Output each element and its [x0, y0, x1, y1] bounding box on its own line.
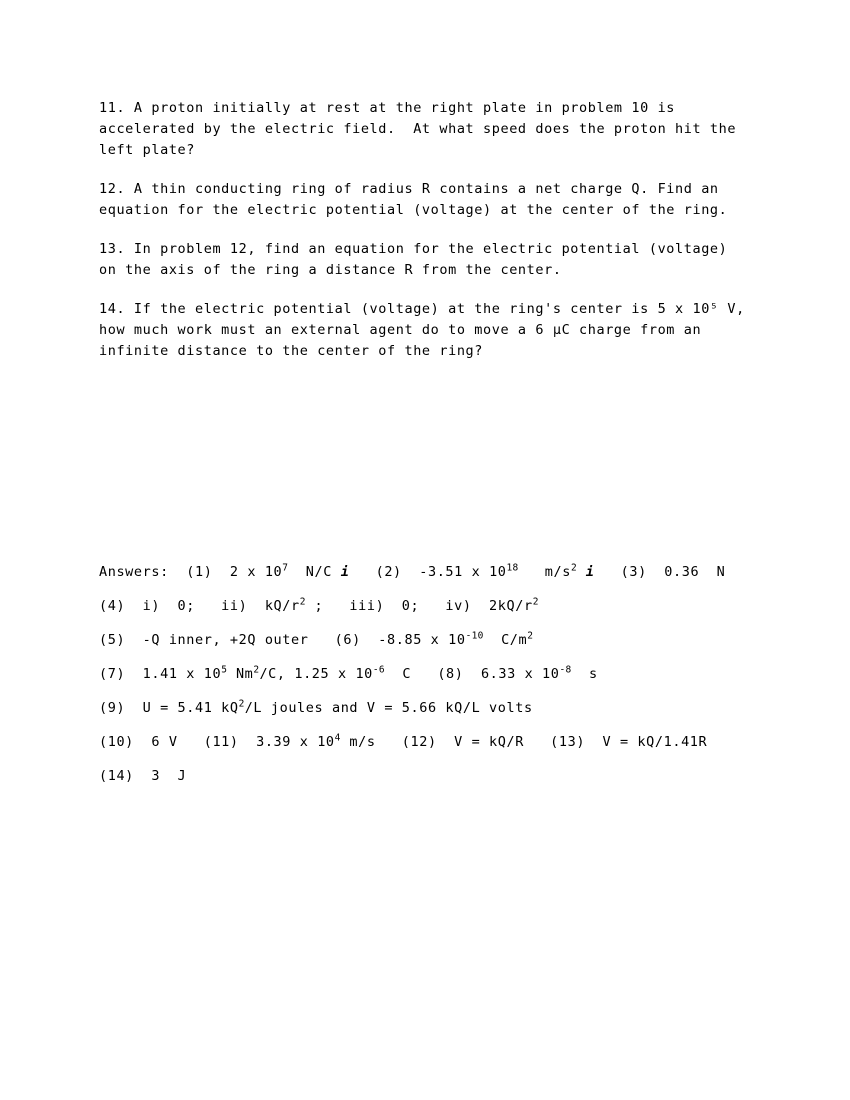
answers-line-4: (7) 1.41 x $10^5$ Nm$^2$/C, 1.25 x $10^{-6}$ C (8) 6.33 x $10^{-8}$ s [99, 664, 598, 682]
answers-line-6: (10) 6 V (11) 3.39 x $10^4$ m/s (12) V = kQ/R (13) V = kQ/1.41R [99, 732, 708, 750]
answers-section [99, 562, 759, 800]
answers-line-2: (4) i) 0; ii) $kQ/r^2$ ; iii) 0; iv) $2kQ/r^2$ [99, 596, 539, 614]
problem-12: 12. A thin conducting ring of radius R contains a net charge Q. Find an equation for the electric potential (voltage) at the center of the ring. [99, 181, 728, 218]
problem-14: 14. If the electric potential (voltage) at the ring's center is 5 x 10⁵ V, how much work must an external agent do to move a 6 µC charge from an infinite distance to the center of the ring? [99, 301, 754, 359]
problems-section [99, 98, 754, 380]
answers-line-7: (14) 3 J [99, 768, 187, 784]
problem-11: 11. A proton initially at rest at the right plate in problem 10 is accelerated by the electric field. At what speed does the proton hit the left plate? [99, 100, 745, 158]
answers-line-1: Answers: (1) 2 x $10^7$ N/C i (2) -3.51 x $10^{18}$ $m/s^2$ i (3) 0.36 N [99, 562, 726, 580]
answers-line-5: (9) U = 5.41 $kQ^2/L$ joules and V = 5.66 kQ/L volts [99, 698, 533, 716]
answers-line-3: (5) -Q inner, +2Q outer (6) -8.85 x $10^{-10}$ $C/m^2$ [99, 630, 534, 648]
problem-13: 13. In problem 12, find an equation for the electric potential (voltage) on the axis of the ring a distance R from the center. [99, 241, 737, 278]
